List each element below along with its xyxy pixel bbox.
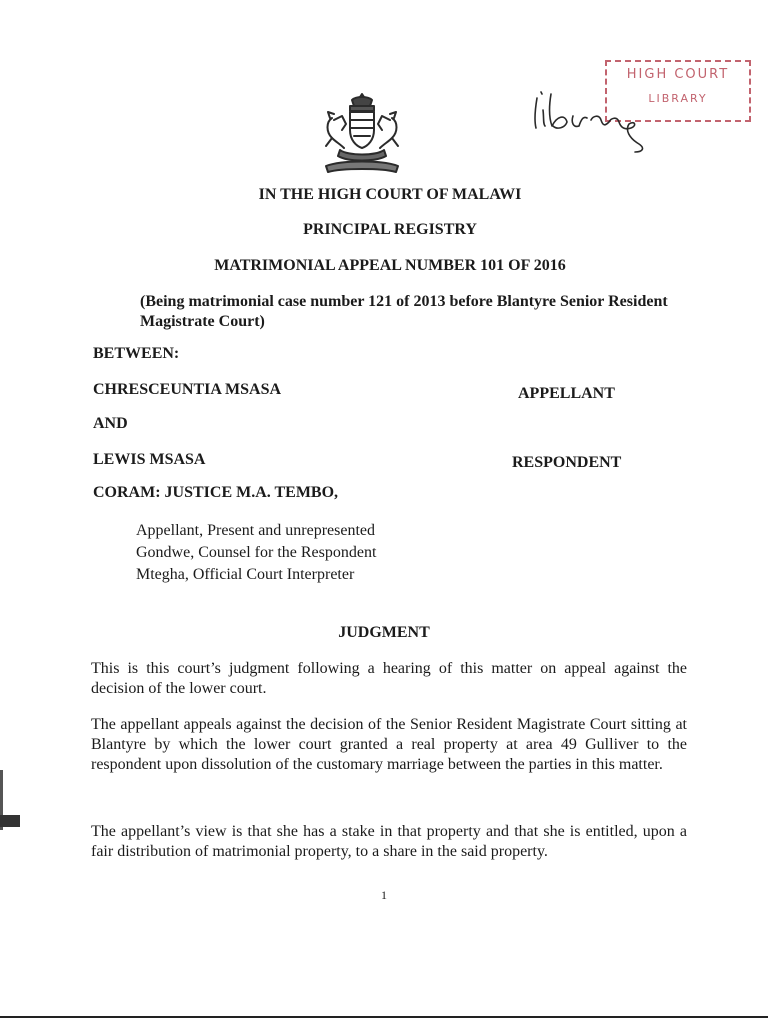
appearance-item: Mtegha, Official Court Interpreter <box>136 566 355 583</box>
judgment-paragraph: This is this court’s judgment following a hearing of this matter on appeal against the decision of the lower court. <box>91 660 687 697</box>
between-label: BETWEEN: <box>93 345 180 362</box>
scan-edge-block <box>0 815 20 827</box>
coram-line: CORAM: JUSTICE M.A. TEMBO, <box>93 484 339 501</box>
scan-bottom-edge <box>0 1016 768 1018</box>
page-number: 1 <box>381 888 387 902</box>
stamp-line-2: LIBRARY <box>648 92 708 105</box>
appearance-item: Gondwe, Counsel for the Respondent <box>136 544 377 561</box>
case-note: (Being matrimonial case number 121 of 2013 before Blantyre Senior Resident Magistrate Court) <box>140 293 668 330</box>
respondent-name: LEWIS MSASA <box>93 451 206 468</box>
respondent-role: RESPONDENT <box>512 454 622 471</box>
appellant-name: CHRESCEUNTIA MSASA <box>93 381 282 398</box>
court-heading: IN THE HIGH COURT OF MALAWI <box>258 186 522 203</box>
handwritten-signature <box>525 80 655 155</box>
appearance-item: Appellant, Present and unrepresented <box>136 522 376 539</box>
and-label: AND <box>93 415 128 432</box>
judgment-paragraph: The appellant’s view is that she has a stake in that property and that she is entitled, upon a fair distribution of matrimonial property, to a share in the said property. <box>91 823 687 860</box>
registry-heading: PRINCIPAL REGISTRY <box>303 221 477 238</box>
judgment-paragraph: The appellant appeals against the decision of the Senior Resident Magistrate Court sitting at Blantyre by which the lower court granted a real property at area 49 Gulliver to the respondent upon dissolution of the customary marriage between the parties in this matter. <box>91 716 687 773</box>
judgment-title: JUDGMENT <box>338 624 430 641</box>
coat-of-arms-icon <box>312 90 412 180</box>
case-number-heading: MATRIMONIAL APPEAL NUMBER 101 OF 2016 <box>214 257 566 274</box>
appellant-role: APPELLANT <box>518 385 615 402</box>
stamp-line-1: HIGH COURT <box>626 67 730 82</box>
appearances-list <box>136 520 376 586</box>
